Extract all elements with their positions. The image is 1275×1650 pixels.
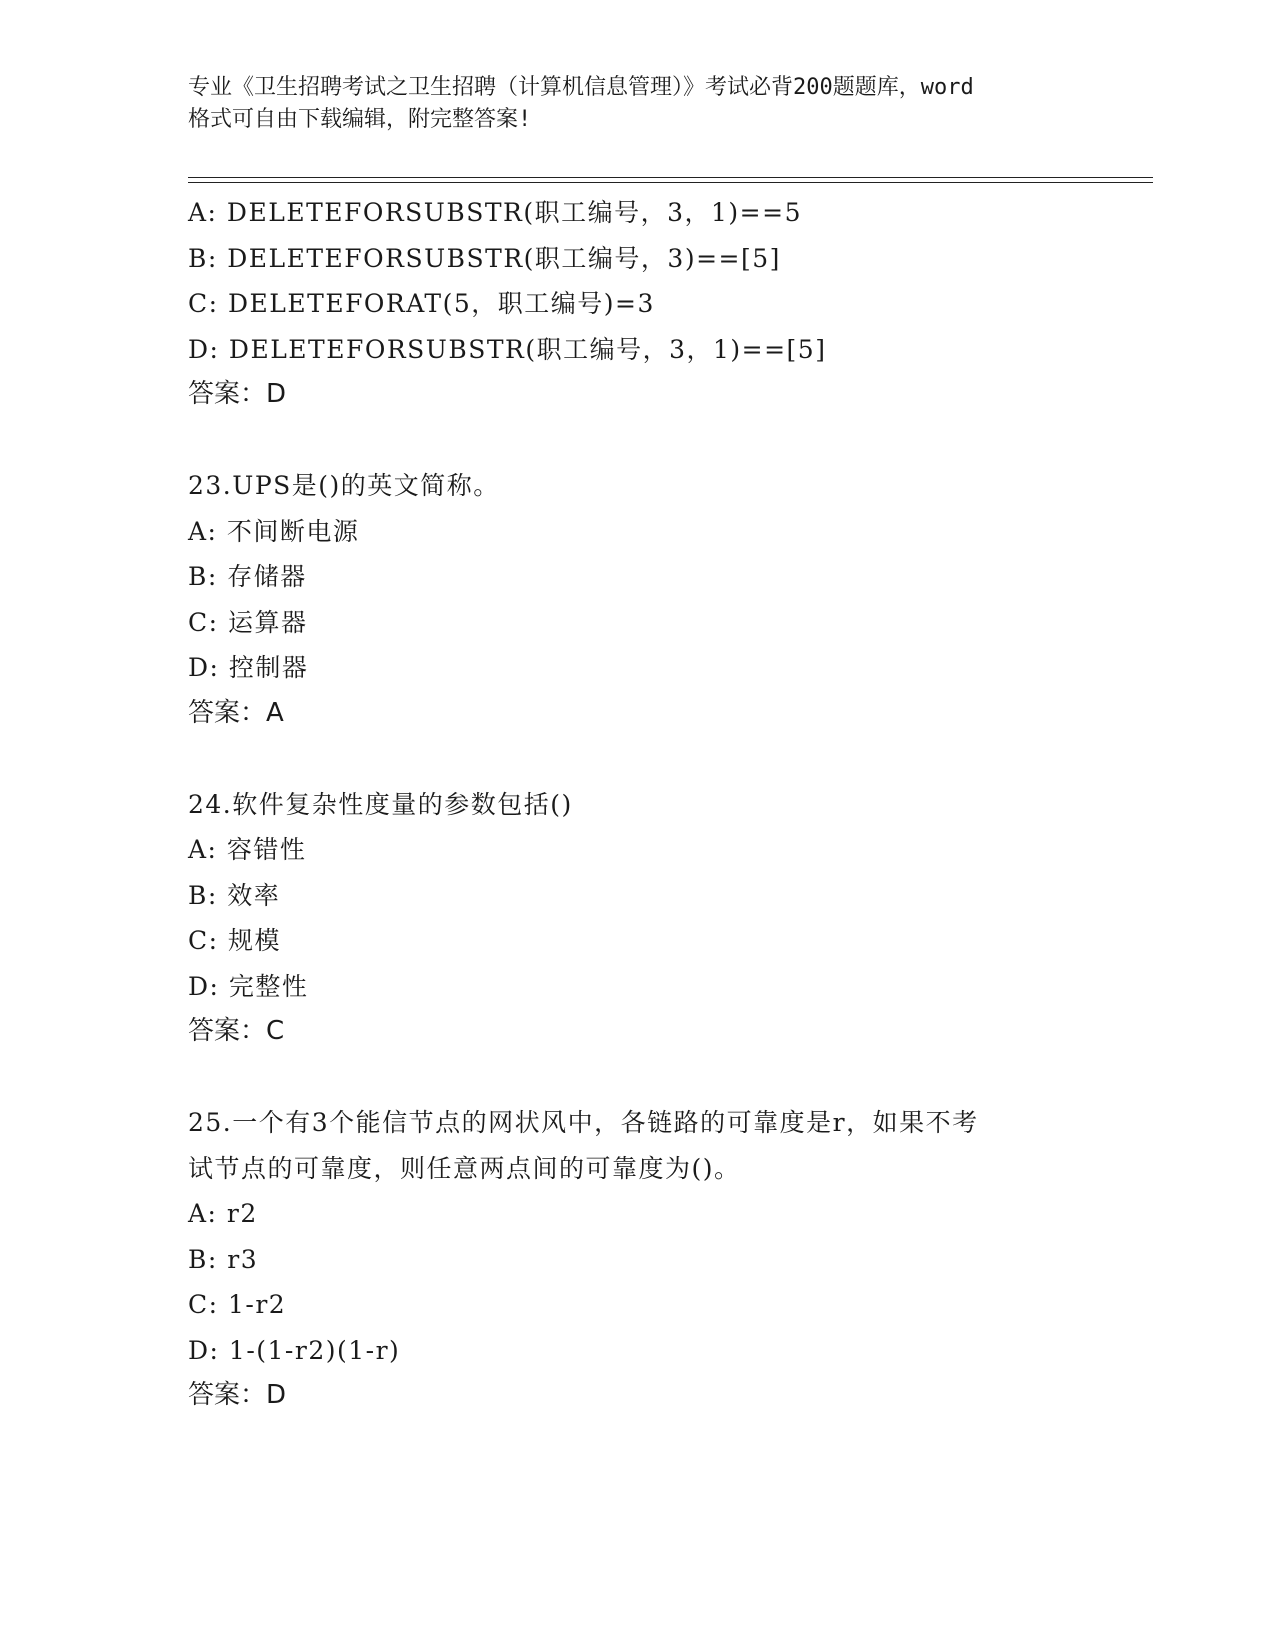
option-b: B: DELETEFORSUBSTR(职工编号，3)==[5] xyxy=(188,243,781,273)
option-b: B: r3 xyxy=(188,1244,259,1274)
question-text-line-1: 25.一个有3个能信节点的网状风中，各链路的可靠度是r，如果不考 xyxy=(188,1108,979,1137)
option-b: B: 效率 xyxy=(188,880,281,910)
spacer xyxy=(188,418,1118,464)
option-d: D: 控制器 xyxy=(188,653,309,682)
option-b: B: 存储器 xyxy=(188,562,307,591)
option-c: C: 运算器 xyxy=(188,607,308,637)
question-22 xyxy=(188,190,1118,418)
answer: 答案：D xyxy=(188,1380,287,1410)
header-line-2: 格式可自由下载编辑，附完整答案! xyxy=(188,107,532,132)
spacer xyxy=(188,1055,1118,1101)
option-c: C: 规模 xyxy=(188,926,281,955)
answer: 答案：C xyxy=(188,1016,285,1046)
header-rule-top xyxy=(188,177,1153,178)
option-a: A: DELETEFORSUBSTR(职工编号，3，1)==5 xyxy=(188,198,802,227)
header-line-1: 专业《卫生招聘考试之卫生招聘（计算机信息管理）》考试必背200题题库，word xyxy=(188,75,974,100)
option-a: A: 不间断电源 xyxy=(188,516,360,546)
option-d: D: 完整性 xyxy=(188,971,309,1001)
option-d: D: 1-(1-r2)(1-r) xyxy=(188,1335,401,1365)
option-a: A: 容错性 xyxy=(188,835,307,864)
option-a: A: r2 xyxy=(188,1199,258,1228)
question-text-line-2: 试节点的可靠度，则任意两点间的可靠度为()。 xyxy=(188,1153,741,1183)
answer: 答案：D xyxy=(188,379,287,409)
question-23 xyxy=(188,463,1118,736)
header-rule-bottom xyxy=(188,182,1153,183)
spacer xyxy=(188,736,1118,782)
option-c: C: 1-r2 xyxy=(188,1290,287,1319)
question-text: 24.软件复杂性度量的参数包括() xyxy=(188,789,573,819)
option-c: C: DELETEFORAT(5，职工编号)=3 xyxy=(188,289,655,318)
question-24 xyxy=(188,782,1118,1055)
question-list xyxy=(188,190,1118,1419)
document-header xyxy=(188,72,1088,136)
question-25 xyxy=(188,1100,1118,1419)
option-d: D: DELETEFORSUBSTR(职工编号，3，1)==[5] xyxy=(188,334,827,364)
answer: 答案：A xyxy=(188,697,284,728)
question-text: 23.UPS是()的英文简称。 xyxy=(188,471,500,500)
